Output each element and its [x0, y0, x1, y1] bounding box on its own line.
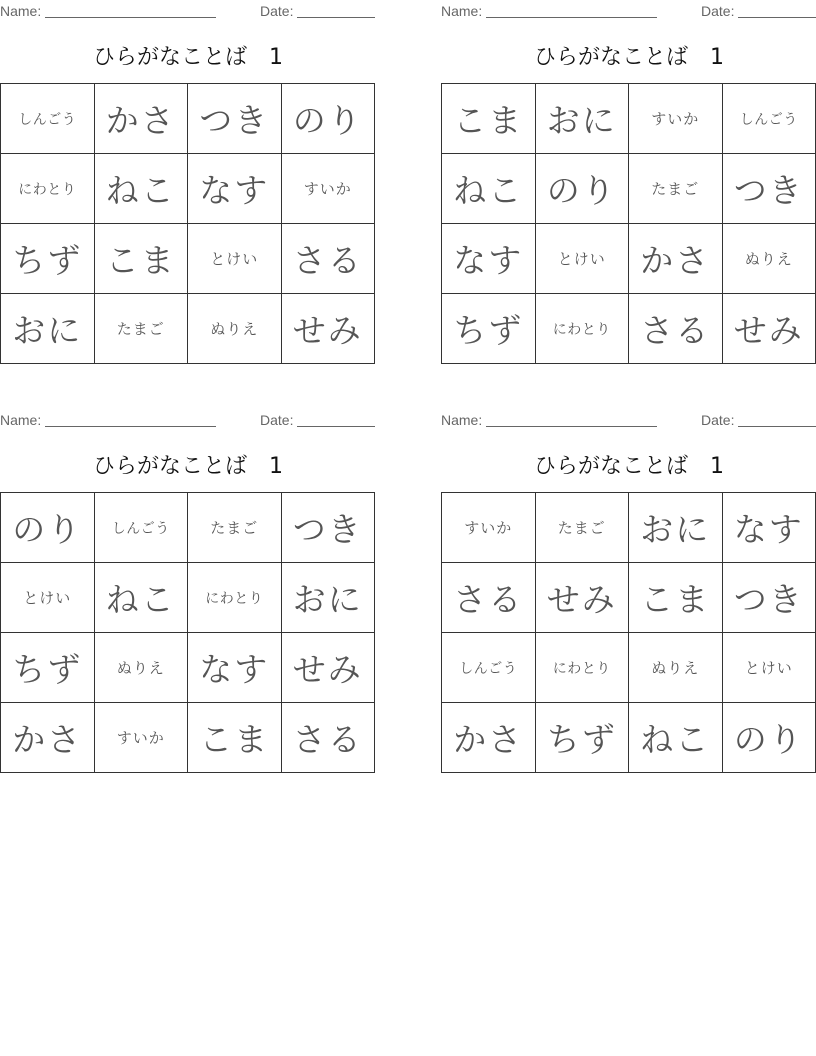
grid-cell: ちず: [1, 633, 95, 703]
grid-cell: とけい: [536, 224, 630, 294]
grid-cell: ぬりえ: [723, 224, 816, 294]
grid-cell: つき: [723, 154, 816, 224]
grid-cell: かさ: [629, 224, 723, 294]
date-blank-line: [297, 426, 375, 427]
grid-cell: おに: [1, 294, 95, 364]
date-blank-line: [738, 17, 816, 18]
card-title: ひらがなことば 1: [93, 454, 283, 479]
grid-cell: しんごう: [1, 84, 95, 154]
grid-cell: こま: [629, 563, 723, 633]
grid-cell: とけい: [1, 563, 95, 633]
card-title: ひらがなことば 1: [93, 45, 283, 70]
grid-cell: にわとり: [536, 633, 630, 703]
grid-cell: ぬりえ: [95, 633, 189, 703]
grid-cell: なす: [188, 154, 282, 224]
name-label: Name:: [441, 3, 483, 19]
grid-cell: たまご: [536, 493, 630, 563]
grid-cell: のり: [723, 703, 816, 773]
grid-cell: ちず: [442, 294, 536, 364]
date-label: Date:: [260, 3, 294, 19]
grid-cell: にわとり: [536, 294, 630, 364]
grid-cell: かさ: [1, 703, 95, 773]
grid-cell: つき: [723, 563, 816, 633]
grid-cell: のり: [1, 493, 95, 563]
grid-cell: ちず: [1, 224, 95, 294]
grid-cell: さる: [282, 224, 376, 294]
grid-cell: のり: [282, 84, 376, 154]
grid-cell: ねこ: [95, 154, 189, 224]
grid-cell: たまご: [629, 154, 723, 224]
grid-cell: ぬりえ: [188, 294, 282, 364]
grid-cell: つき: [282, 493, 376, 563]
grid-cell: すいか: [95, 703, 189, 773]
bingo-card: [441, 0, 816, 366]
grid-cell: こま: [188, 703, 282, 773]
bingo-grid: [0, 83, 375, 364]
grid-cell: なす: [188, 633, 282, 703]
grid-cell: さる: [442, 563, 536, 633]
date-blank-line: [738, 426, 816, 427]
name-blank-line: [45, 17, 216, 18]
grid-cell: すいか: [629, 84, 723, 154]
grid-cell: とけい: [723, 633, 816, 703]
grid-cell: せみ: [282, 633, 376, 703]
grid-cell: せみ: [723, 294, 816, 364]
bingo-grid: [0, 492, 375, 773]
bingo-card: [0, 0, 376, 366]
grid-cell: なす: [442, 224, 536, 294]
grid-cell: ねこ: [95, 563, 189, 633]
bingo-card: [0, 409, 376, 775]
grid-cell: しんごう: [723, 84, 816, 154]
bingo-card: [441, 409, 816, 775]
card-header: [0, 412, 376, 428]
grid-cell: しんごう: [442, 633, 536, 703]
name-label: Name:: [441, 412, 483, 428]
grid-cell: なす: [723, 493, 816, 563]
name-label: Name:: [0, 412, 42, 428]
grid-cell: ちず: [536, 703, 630, 773]
card-header: [0, 3, 376, 19]
grid-cell: すいか: [282, 154, 376, 224]
date-blank-line: [297, 17, 375, 18]
grid-cell: さる: [282, 703, 376, 773]
grid-cell: すいか: [442, 493, 536, 563]
date-label: Date:: [260, 412, 294, 428]
grid-cell: ぬりえ: [629, 633, 723, 703]
grid-cell: かさ: [442, 703, 536, 773]
name-blank-line: [486, 426, 657, 427]
card-header: [441, 3, 816, 19]
grid-cell: しんごう: [95, 493, 189, 563]
grid-cell: ねこ: [442, 154, 536, 224]
grid-cell: にわとり: [1, 154, 95, 224]
grid-cell: たまご: [95, 294, 189, 364]
name-blank-line: [45, 426, 216, 427]
name-label: Name:: [0, 3, 42, 19]
date-label: Date:: [701, 3, 735, 19]
name-blank-line: [486, 17, 657, 18]
card-title: ひらがなことば 1: [534, 454, 724, 479]
grid-cell: せみ: [282, 294, 376, 364]
grid-cell: つき: [188, 84, 282, 154]
grid-cell: さる: [629, 294, 723, 364]
bingo-grid: [441, 83, 816, 364]
grid-cell: おに: [629, 493, 723, 563]
grid-cell: たまご: [188, 493, 282, 563]
date-label: Date:: [701, 412, 735, 428]
grid-cell: とけい: [188, 224, 282, 294]
grid-cell: こま: [95, 224, 189, 294]
grid-cell: ねこ: [629, 703, 723, 773]
card-title: ひらがなことば 1: [534, 45, 724, 70]
bingo-grid: [441, 492, 816, 773]
card-header: [441, 412, 816, 428]
grid-cell: おに: [536, 84, 630, 154]
grid-cell: せみ: [536, 563, 630, 633]
grid-cell: こま: [442, 84, 536, 154]
grid-cell: おに: [282, 563, 376, 633]
grid-cell: にわとり: [188, 563, 282, 633]
grid-cell: のり: [536, 154, 630, 224]
grid-cell: かさ: [95, 84, 189, 154]
